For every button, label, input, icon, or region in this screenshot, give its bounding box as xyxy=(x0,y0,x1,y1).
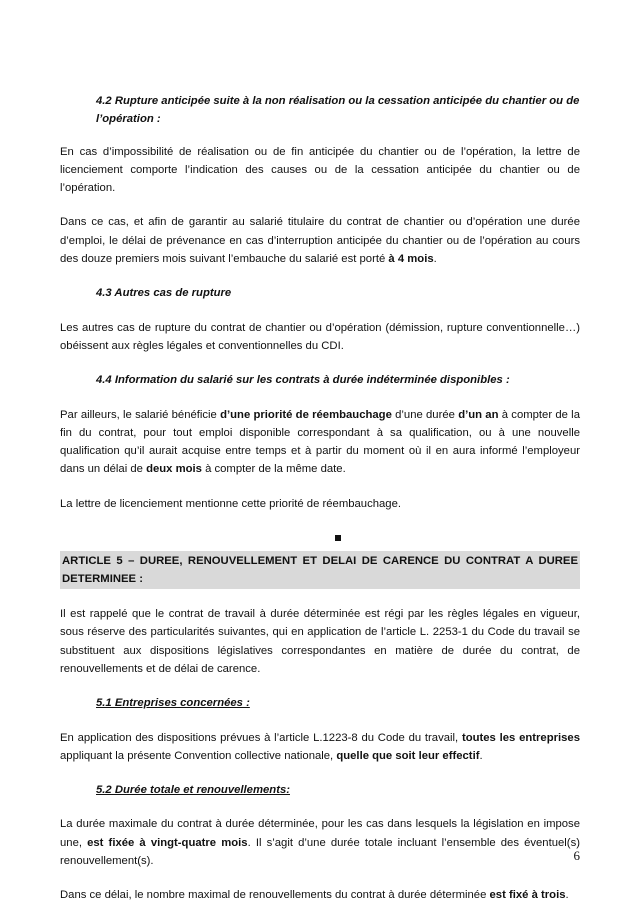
paragraph-5-2-1: La durée maximale du contrat à durée déterminée, pour les cas dans lesquels la législation en impose une, est fixée à vingt-quatre mois. Il s’agit d’une durée totale incluant l’ensemble des éventuel(s) renouvellement(s). xyxy=(60,818,580,868)
heading-5-1: 5.1 Entreprises concernées : xyxy=(96,697,250,710)
section-separator xyxy=(60,529,580,541)
paragraph-4-4-2: La lettre de licenciement mentionne cette priorité de réembauchage. xyxy=(60,497,401,510)
paragraph-4-2-2: Dans ce cas, et afin de garantir au salarié titulaire du contrat de chantier ou d’opération une durée d’emploi, le délai de prévenance en cas d’interruption anticipée du chantier ou de l’opération au cours des douze premiers mois suivant l’embauche du salarié est porté à 4 mois. xyxy=(60,216,580,266)
heading-4-4: 4.4 Information du salarié sur les contrats à durée indéterminée disponibles : xyxy=(96,374,510,387)
page-number: 6 xyxy=(573,848,580,863)
paragraph-4-4-1: Par ailleurs, le salarié bénéficie d’une priorité de réembauchage d’une durée d’un an à compter de la fin du contrat, pour tout emploi disponible correspondant à sa qualification, ou à une nouvelle qualification qu’il aurait acquise entre temps et à partir du moment où il en aura informé l’employeur dans un délai de deux mois à compter de la même date. xyxy=(60,408,580,476)
paragraph-article-5-1: Il est rappelé que le contrat de travail à durée déterminée est régi par les règles légales en vigueur, sous réserve des particularités suivantes, qui en application de l’article L. 2253-1 du Code du travail se substituent aux dispositions législatives correspondantes en matière de durée du contrat, de renouvellements et de délai de carence. xyxy=(60,608,580,675)
article-5-title: ARTICLE 5 – DUREE, RENOUVELLEMENT ET DELAI DE CARENCE DU CONTRAT A DUREE DETERMINEE : xyxy=(60,551,580,589)
paragraph-5-1-1: En application des dispositions prévues à l’article L.1223-8 du Code du travail, toutes les entreprises appliquant la présente Convention collective nationale, quelle que soit leur effectif. xyxy=(60,731,580,762)
heading-4-2: 4.2 Rupture anticipée suite à la non réalisation ou la cessation anticipée du chantier ou de l’opération : xyxy=(96,95,580,126)
paragraph-4-2-1: En cas d’impossibilité de réalisation ou de fin anticipée du chantier ou de l’opération, la lettre de licenciement comporte l’indication des causes ou de la cessation anticipée du chantier ou de l’opération. xyxy=(60,145,580,195)
square-bullet-icon xyxy=(335,535,341,541)
paragraph-5-2-2: Dans ce délai, le nombre maximal de renouvellements du contrat à durée déterminée est fixé à trois. xyxy=(60,889,569,902)
paragraph-4-3-1: Les autres cas de rupture du contrat de chantier ou d’opération (démission, rupture conventionnelle…) obéissent aux règles légales et conventionnelles du CDI. xyxy=(60,321,580,352)
heading-4-3: 4.3 Autres cas de rupture xyxy=(96,287,232,300)
page-content xyxy=(60,92,580,921)
heading-5-2: 5.2 Durée totale et renouvellements: xyxy=(96,784,290,797)
